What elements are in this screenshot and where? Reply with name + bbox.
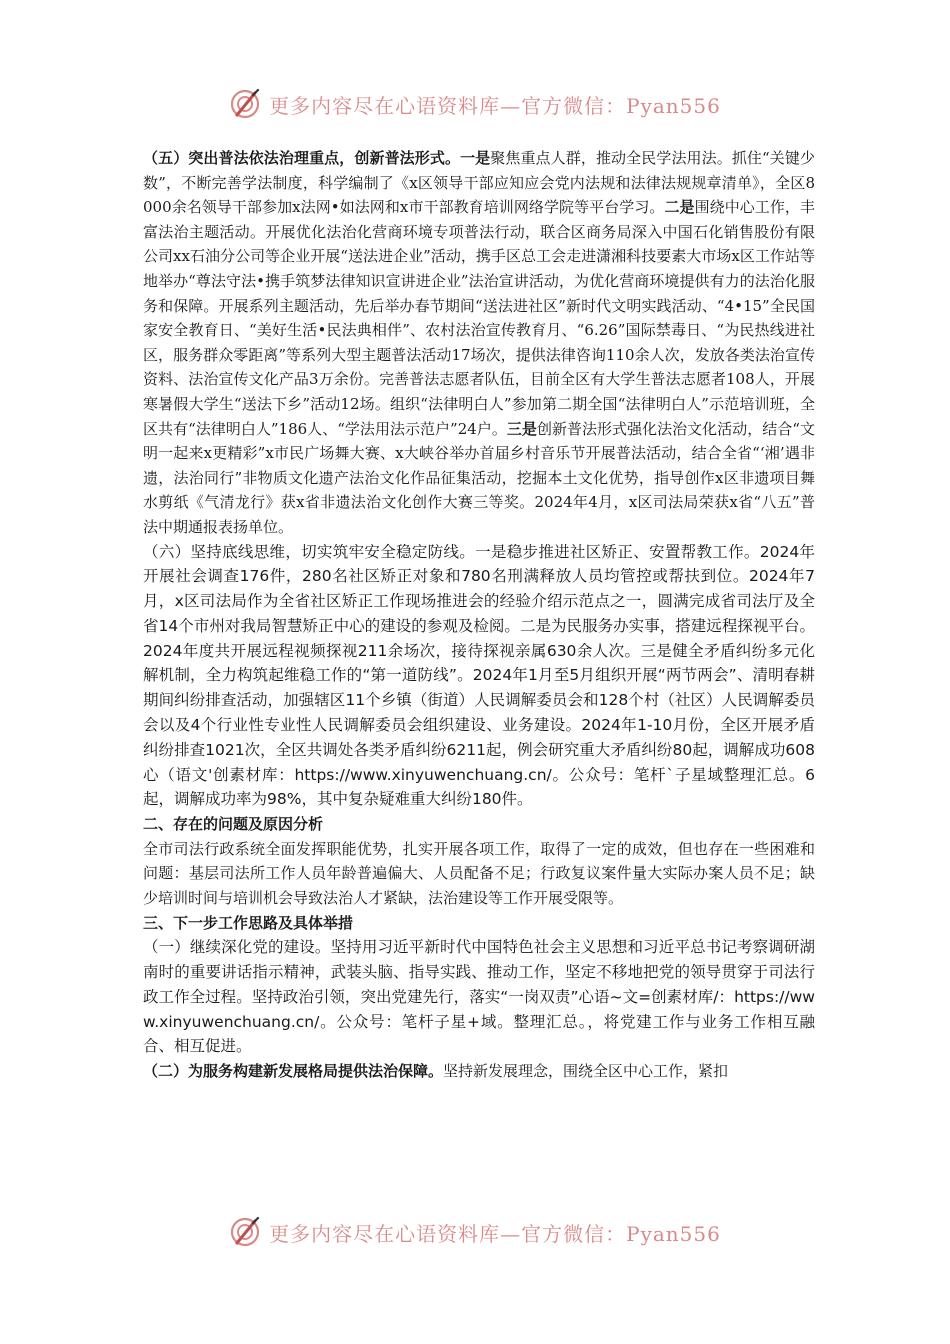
watermark-text: 更多内容尽在心语资料库—官方微信：Pyan556 bbox=[269, 1221, 721, 1246]
watermark-top bbox=[0, 84, 950, 124]
part-3-heading: 三、下一步工作思路及具体举措 bbox=[143, 913, 354, 932]
brush-logo-icon bbox=[229, 87, 263, 121]
section-5-lead-2: 二是 bbox=[664, 198, 695, 217]
watermark-text: 更多内容尽在心语资料库—官方微信：Pyan556 bbox=[269, 93, 721, 118]
section-5-lead-3: 三是 bbox=[506, 419, 537, 438]
section-5-body-1: 聚焦重点人群，推动全民学法用法。抓住“关键少数”，不断完善学法制度，科学编制了《x区领导干部应知应会党内法规和法律法规规章清单》，全区8000余名领导干部参加x法网•如法网和x市干部教育培训网络学院等平台学习。 bbox=[143, 149, 815, 217]
part-2-paragraph: 全市司法行政系统全面发挥职能优势，扎实开展各项工作，取得了一定的成效，但也存在一些困难和问题：基层司法所工作人员年龄普遍偏大、人员配备不足；行政复议案件量大实际办案人员不足；缺少培训时间与培训机会导致法治人才紧缺，法治建设等工作开展受限等。 bbox=[143, 839, 815, 908]
brush-logo-icon bbox=[229, 1215, 263, 1249]
part-3-item-2-title: （二）为服务构建新发展格局提供法治保障。 bbox=[143, 1062, 444, 1081]
part-3-item-1: （一）继续深化党的建设。坚持用习近平新时代中国特色社会主义思想和习近平总书记考察调研湖南时的重要讲话指示精神，武装头脑、指导实践、推动工作，坚定不移地把党的领导贯穿于司法行政工作全过程。坚持政治引领，突出党建先行，落实“一岗双责”心语~文=创素材库/：https://www.xinyuwenchuang.cn/。公众号：笔杆子星+域。整理汇总。，将党建工作与业务工作相互融合、相互促进。 bbox=[143, 938, 815, 1056]
part-2-heading: 二、存在的问题及原因分析 bbox=[143, 815, 324, 834]
part-3-item-2-body: 坚持新发展理念，围绕全区中心工作，紧扣 bbox=[443, 1062, 729, 1081]
part-3-item-2 bbox=[143, 1059, 815, 1084]
section-5-body-2: 围绕中心工作，丰富法治主题活动。开展优化法治化营商环境专项普法行动，联合区商务局深入中国石化销售股份有限公司xx石油分公司等企业开展“送法进企业”活动，携手区总工会走进潇湘科技要素大市场x区工作站等地举办“尊法守法•携手筑梦法律知识宣讲进企业”法治宣讲活动，为优化营商环境提供有力的法治化服务和保障。开展系列主题活动，先后举办春节期间“送法进社区”新时代文明实践活动、“4•15”全民国家安全教育日、“美好生活•民法典相伴”、农村法治宣传教育月、“6.26”国际禁毒日、“为民热线进社区，服务群众零距离”等系列大型主题普法活动17场次，提供法律咨询110余人次，发放各类法治宣传资料、法治宣传文化产品3万余份。完善普法志愿者队伍，目前全区有大学生普法志愿者108人，开展寒暑假大学生“送法下乡”活动12场。组织“法律明白人”参加第二期全国“法律明白人”示范培训班，全区共有“法律明白人”186人、“学法用法示范户”24户。 bbox=[143, 198, 815, 438]
section-6-paragraph: （六）坚持底线思维，切实筑牢安全稳定防线。一是稳步推进社区矫正、安置帮教工作。2024年开展社会调查176件，280名社区矫正对象和780名刑满释放人员均管控或帮扶到位。2024年7月，x区司法局作为全省社区矫正工作现场推进会的经验介绍示范点之一，圆满完成省司法厅及全省14个市州对我局智慧矫正中心的建设的参观及检阅。二是为民服务办实事，搭建远程探视平台。2024年度共开展远程视频探视211余场次，接待探视亲属630余人次。三是健全矛盾纠纷多元化解机制，全力构筑起维稳工作的“第一道防线”。2024年1月至5月组织开展“两节两会”、清明春耕期间纠纷排查活动，加强辖区11个乡镇（街道）人民调解委员会和128个村（社区）人民调解委员会以及4个行业性专业性人民调解委员会组织建设、业务建设。2024年1-10月份，全区开展矛盾纠纷排查1021次，全区共调处各类矛盾纠纷6211起，例会研究重大矛盾纠纷80起，调解成功608心（语文'创素材库：https://www.xinyuwenchuang.cn/。公众号：笔杆`子星域整理汇总。6起，调解成功率为98%，其中复杂疑难重大纠纷180件。 bbox=[143, 542, 815, 809]
document-body bbox=[143, 146, 815, 1084]
section-5-paragraph bbox=[143, 146, 815, 540]
section-5-lead-1: 一是 bbox=[460, 149, 491, 167]
section-5-title: （五）突出普法依法治理重点，创新普法形式。 bbox=[143, 149, 461, 167]
section-5-body-3: 创新普法形式强化法治文化活动，结合“文明一起来x更精彩”x市民广场舞大赛、x大峡谷举办首届乡村音乐节开展普法活动，结合全省“‘湘’遇非遗，法治同行”非物质文化遗产法治文化作品征集活动，挖掘本土文化优势，指导创作x区非遗项目舞水剪纸《气清龙行》获x省非遗法治文化创作大赛三等奖。2024年4月，x区司法局荣获x省“八五”普法中期通报表扬单位。 bbox=[143, 419, 815, 536]
watermark-bottom bbox=[0, 1212, 950, 1252]
